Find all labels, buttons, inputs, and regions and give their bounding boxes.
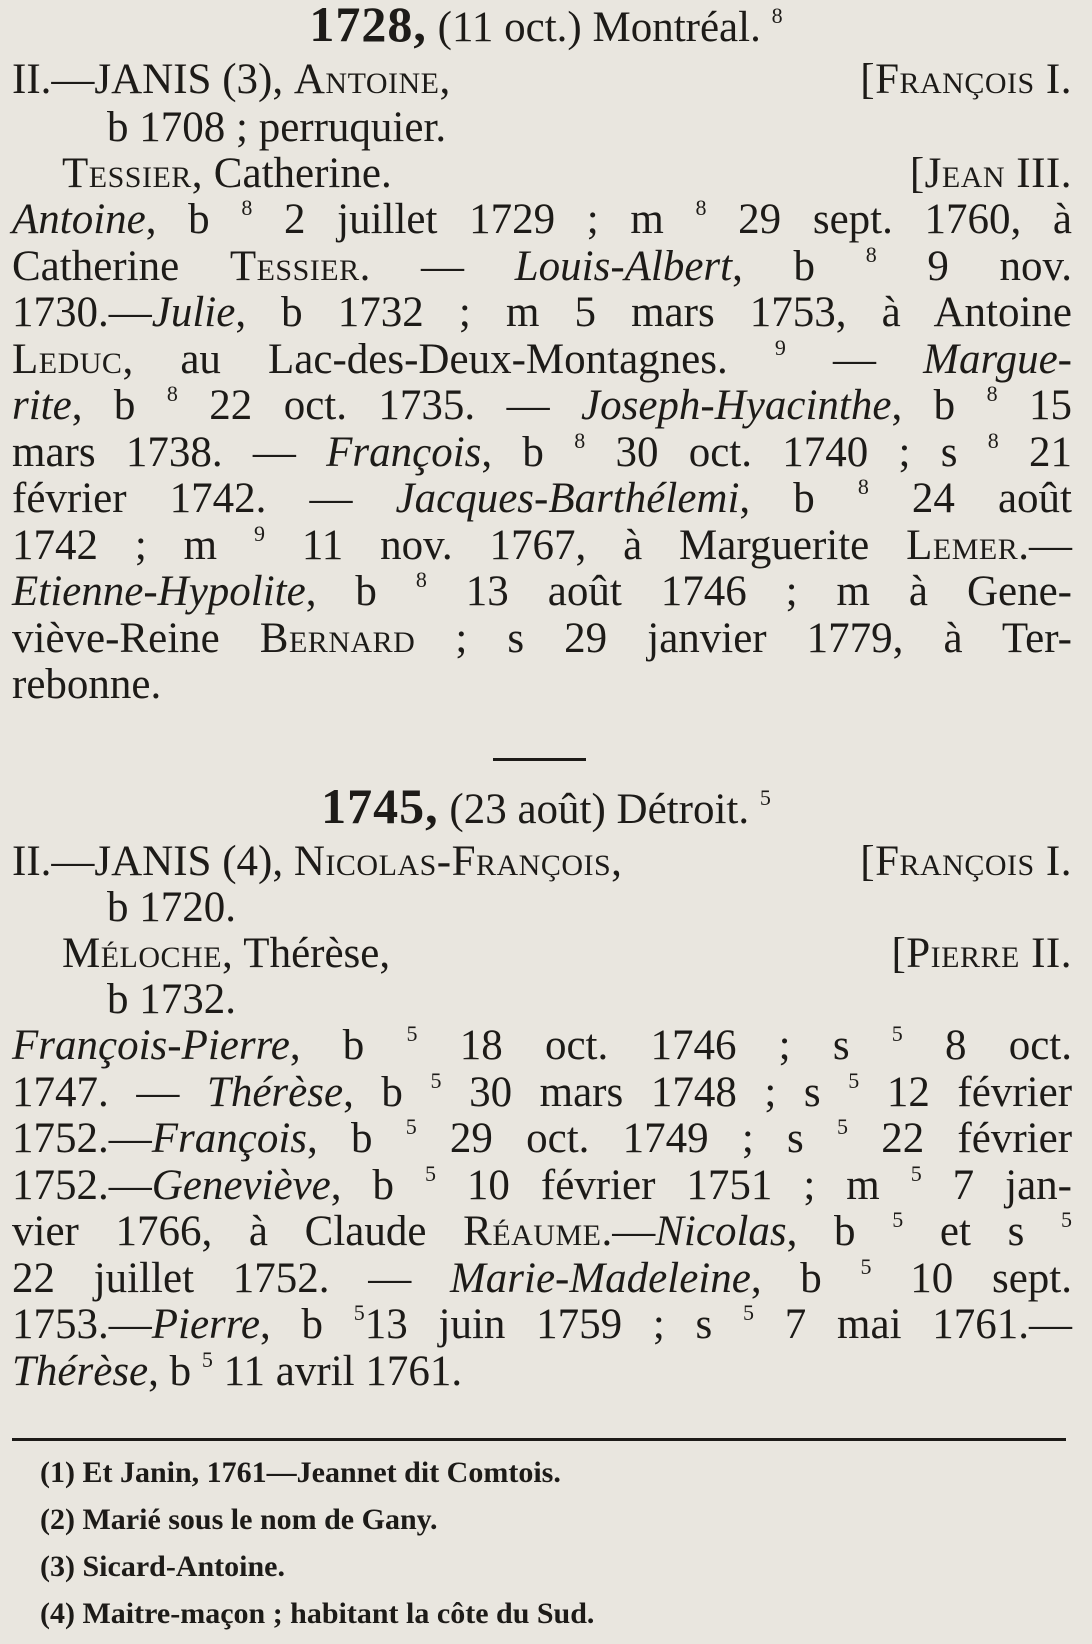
entry-text: , b — [891, 382, 987, 429]
parish-note: 8 — [166, 381, 178, 406]
parish-note: 9 — [254, 520, 265, 546]
entry-text: mars 1738. — — [12, 428, 327, 476]
entry1-husband-father: [François I. — [860, 56, 1072, 103]
entry2-husband-given: Nicolas-François, — [293, 838, 623, 885]
entry-text: 30 oct. 1740 ; s — [585, 428, 988, 476]
entry-text: .— — [1018, 521, 1072, 569]
entry-text: 10 février 1751 ; m — [435, 1161, 911, 1209]
entry-text: 21 — [998, 428, 1072, 476]
parish-note: 5 — [743, 1300, 755, 1325]
parish-note: 5 — [860, 1253, 872, 1279]
entry-text: 15 — [997, 382, 1072, 429]
entry1-children-line — [12, 522, 1072, 570]
parish-note: 8 — [695, 195, 707, 220]
entry1-husband-details: b 1708 ; perruquier. — [107, 104, 447, 151]
entry-text: 8 oct. — [902, 1022, 1072, 1069]
entry-text: 22 juillet 1752. — — [12, 1254, 450, 1302]
entry2-place-note: 5 — [759, 785, 771, 810]
child-name: François — [151, 1115, 308, 1162]
entry1-children-line — [12, 289, 1072, 337]
entry2-wife-surname: Méloche, — [62, 930, 234, 977]
entry-text: 24 août — [868, 475, 1073, 522]
entry-text: 12 février — [859, 1068, 1073, 1116]
entry2-husband-prefix: II.—JANIS (4), — [12, 838, 284, 885]
entry-text: , b — [343, 1068, 431, 1116]
entry2-wife-line — [12, 930, 1072, 978]
entry1-children-line — [12, 661, 1072, 709]
child-name: Margue- — [923, 335, 1072, 383]
entry1-wife-surname: Tessier, — [62, 150, 204, 197]
child-name: Pierre — [151, 1301, 261, 1348]
entry2-husband-details: b 1720. — [107, 884, 236, 931]
entry-text: , b — [305, 568, 416, 615]
entry1-children-line — [12, 382, 1072, 430]
spouse-surname: Réaume — [463, 1208, 602, 1255]
entry1-children-line — [12, 615, 1072, 663]
parish-note: 5 — [424, 1160, 436, 1186]
entry-text: , b 1732 ; m 5 mars 1753, à Antoine — [235, 289, 1072, 336]
entry-text: , b — [330, 1161, 425, 1209]
parish-note: 5 — [430, 1067, 442, 1093]
entry1-children-line — [12, 475, 1072, 523]
footnote: (4) Maitre-maçon ; habitant la côte du Sud. — [40, 1597, 595, 1630]
entry2-wife-father: [Pierre II. — [891, 930, 1072, 977]
entry-text: 1742 ; m — [12, 521, 254, 569]
entry-text: , b — [739, 475, 858, 522]
parish-note: 5 — [405, 1114, 417, 1139]
entry1-children-line — [12, 429, 1072, 477]
parish-note: 5 — [1060, 1207, 1072, 1232]
entry-text: rebonne. — [12, 661, 162, 708]
entry-text: , b — [750, 1254, 861, 1302]
entry1-husband-prefix: II.—JANIS (3), — [12, 56, 284, 103]
entry-text: février 1742. — — [12, 475, 396, 522]
child-name: Etienne-Hypolite — [12, 568, 306, 615]
entry2-wife-given: Thérèse, — [243, 930, 391, 977]
footnote: (2) Marié sous le nom de Gany. — [40, 1503, 438, 1536]
child-name: Jacques-Barthélemi — [395, 475, 740, 522]
spouse-surname: Bernard — [259, 614, 416, 662]
entry2-children-line — [12, 1301, 1072, 1349]
entry2-children-line — [12, 1348, 1072, 1396]
spouse-surname: Lemer — [906, 521, 1019, 569]
entry-text: 1753.— — [12, 1301, 152, 1348]
entry1-wife-line — [12, 150, 1072, 198]
child-name: Thérèse — [12, 1347, 149, 1395]
entry-text: 1752.— — [12, 1115, 152, 1162]
entry-text: , b — [786, 1208, 893, 1255]
entry2-children-line — [12, 1069, 1072, 1117]
parish-note: 8 — [415, 567, 427, 592]
entry2-children-line — [12, 1255, 1072, 1303]
entry1-date: (11 oct.) — [437, 4, 582, 51]
entry2-place: Détroit. — [616, 786, 750, 833]
entry-text: 11 avril 1761. — [212, 1347, 463, 1395]
entry-text: 11 nov. 1767, à Marguerite — [265, 521, 907, 569]
entry-text: 7 jan- — [921, 1161, 1072, 1209]
child-name: Julie — [151, 289, 236, 336]
parish-note: 8 — [857, 474, 869, 499]
entry1-wife-father: [Jean III. — [909, 150, 1072, 197]
entry2-children-line — [12, 1162, 1072, 1210]
entry-text: , b — [145, 196, 242, 243]
footnote: (1) Et Janin, 1761—Jeannet dit Comtois. — [40, 1456, 561, 1489]
parish-note: 8 — [865, 241, 877, 267]
entry-text: et s — [903, 1208, 1061, 1255]
parish-note: 5 — [848, 1067, 860, 1093]
entry2-year: 1745, — [321, 778, 439, 834]
footnote-rule — [12, 1438, 1066, 1441]
child-name: François — [326, 428, 482, 476]
entry-text: viève-Reine — [12, 614, 260, 662]
parish-note: 8 — [241, 195, 253, 220]
entry1-place: Montréal. — [592, 4, 761, 51]
entry-text: , b — [289, 1022, 407, 1069]
entry2-heading — [0, 778, 1092, 834]
entry-text: 1747. — — [12, 1068, 207, 1116]
spouse-surname: Tessier — [229, 242, 360, 290]
entry-text: 9 nov. — [876, 242, 1073, 290]
entry-text: , b — [260, 1301, 354, 1348]
entry1-children-line — [12, 336, 1072, 384]
entry1-wife-given: Catherine. — [213, 150, 392, 197]
entry-text: , b — [148, 1347, 202, 1395]
entry-text: 18 oct. 1746 ; s — [417, 1022, 892, 1069]
child-name: Thérèse — [206, 1068, 344, 1116]
entry2-date: (23 août) — [449, 786, 606, 833]
entry1-children-line — [12, 243, 1072, 291]
entry-text: . — — [359, 242, 515, 290]
entry-text: , au Lac-des-Deux-Montagnes. — [122, 335, 775, 383]
parish-note: 5 — [891, 1021, 903, 1046]
entry-text: 13 juin 1759 ; s — [364, 1301, 744, 1348]
child-name: Antoine — [12, 196, 146, 243]
parish-note: 5 — [201, 1346, 213, 1372]
entry-text: 7 mai 1761.— — [754, 1301, 1073, 1348]
child-name: Nicolas — [655, 1208, 787, 1255]
entry-text: 1752.— — [12, 1161, 152, 1209]
entry1-children-line — [12, 196, 1072, 244]
entry-text: 29 oct. 1749 ; s — [416, 1115, 837, 1162]
entry-text: vier 1766, à Claude — [12, 1208, 464, 1255]
parish-note: 5 — [406, 1021, 418, 1046]
entry-text: 30 mars 1748 ; s — [441, 1068, 849, 1116]
child-name: François-Pierre — [12, 1022, 290, 1069]
child-name: rite — [12, 382, 72, 429]
parish-note: 5 — [892, 1207, 904, 1232]
entry1-husband-line — [12, 56, 1072, 104]
entry-text: 2 juillet 1729 ; m — [252, 196, 696, 243]
entry-text: 13 août 1746 ; m à Gene- — [426, 568, 1073, 615]
entry1-husband-given: Antoine, — [293, 56, 451, 103]
entry-text: 22 oct. 1735. — — [177, 382, 582, 429]
entry-text: 1730.— — [12, 289, 152, 336]
parish-note: 9 — [774, 334, 786, 360]
parish-note: 5 — [910, 1160, 922, 1186]
spouse-surname: Leduc — [12, 335, 123, 383]
child-name: Joseph-Hyacinthe — [581, 382, 892, 429]
child-name: Marie-Madeleine — [449, 1254, 751, 1302]
entry-text: , b — [481, 428, 575, 476]
entry1-children-line — [12, 568, 1072, 616]
parish-note: 5 — [837, 1114, 848, 1139]
entry2-husband-father: [François I. — [860, 838, 1072, 885]
child-name: Geneviève — [151, 1161, 331, 1209]
entry1-place-note: 8 — [771, 3, 783, 28]
parish-note: 8 — [987, 427, 999, 453]
parish-note: 5 — [353, 1300, 365, 1325]
entry2-children-line — [12, 1208, 1072, 1256]
entry2-husband-line — [12, 838, 1072, 886]
footnote: (3) Sicard-Antoine. — [40, 1550, 285, 1583]
entry-text: 10 sept. — [871, 1254, 1072, 1302]
parish-note: 8 — [986, 381, 998, 406]
child-name: Louis-Albert — [514, 242, 733, 290]
entry2-children-line — [12, 1115, 1072, 1163]
entry-text: , b — [307, 1115, 406, 1162]
entry-text: , b — [732, 242, 866, 290]
entry-text: Catherine — [12, 242, 230, 290]
parish-note: 8 — [574, 427, 586, 453]
entry-text: .— — [601, 1208, 656, 1255]
entry-text: 22 février — [848, 1115, 1073, 1162]
section-divider — [493, 758, 586, 761]
entry1-heading — [0, 0, 1092, 52]
entry-text: , b — [71, 382, 167, 429]
entry2-children-line — [12, 1022, 1072, 1070]
entry-text: 29 sept. 1760, à — [706, 196, 1073, 243]
entry1-year: 1728, — [309, 0, 427, 52]
entry-text: ; s 29 janvier 1779, à Ter- — [415, 614, 1072, 662]
entry-text: — — [785, 335, 924, 383]
entry2-wife-details: b 1732. — [107, 976, 236, 1023]
